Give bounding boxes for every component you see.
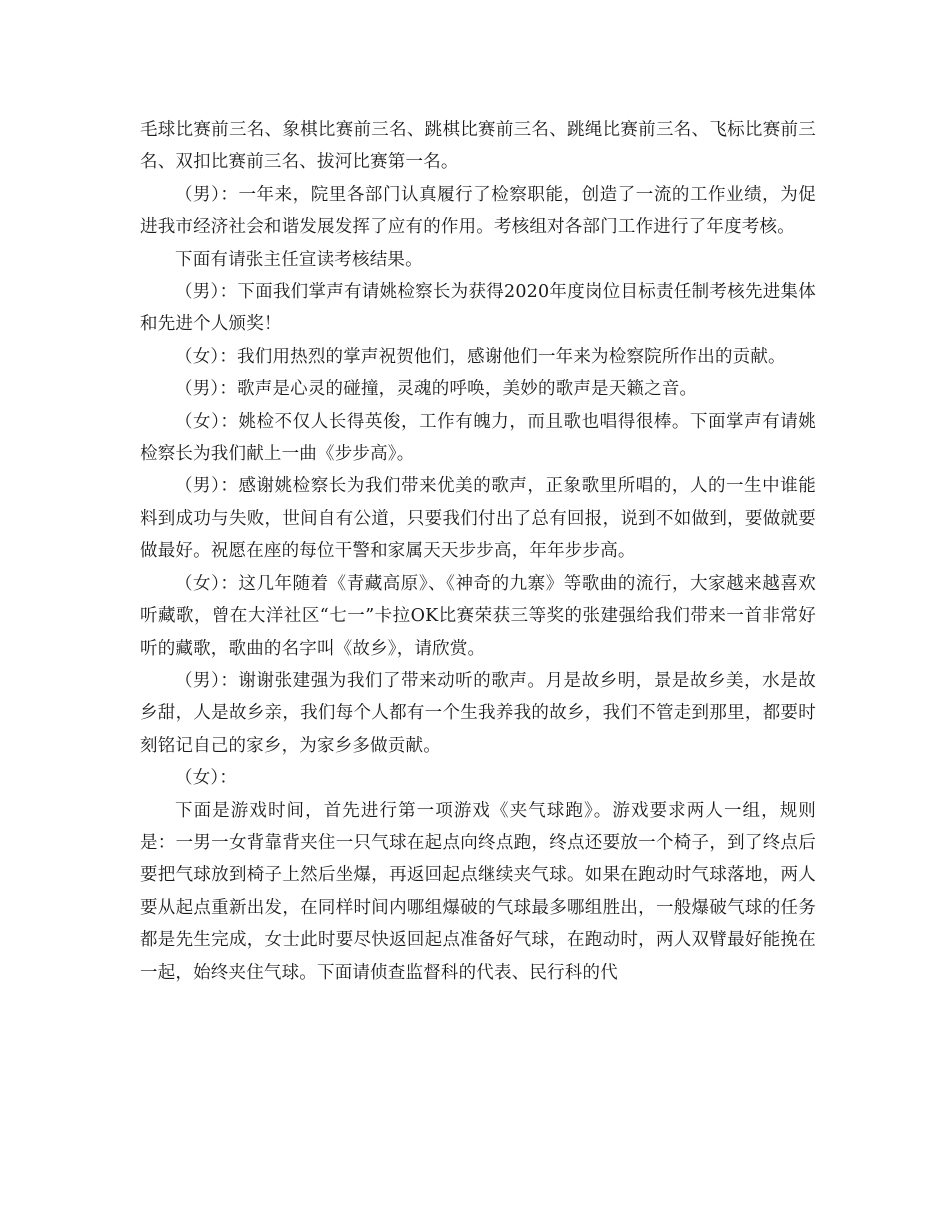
paragraph: 下面是游戏时间，首先进行第一项游戏《夹气球跑》。游戏要求两人一组，规则是：一男一女背靠背夹住一只气球在起点向终点跑，终点还要放一个椅子，到了终点后要把气球放到椅子上然后坐爆，再返回起点继续夹气球。如果在跑动时气球落地，两人要从起点重新出发，在同样时间内哪组爆破的气球最多哪组胜出，一般爆破气球的任务都是先生完成，女士此时要尽快返回起点准备好气球，在跑动时，两人双臂最好能挽在一起，始终夹住气球。下面请侦查监督科的代表、民行科的代 (140, 800, 816, 983)
paragraph: （男）：感谢姚检察长为我们带来优美的歌声，正象歌里所唱的，人的一生中谁能料到成功与失败，世间自有公道，只要我们付出了总有回报，说到不如做到，要做就要做最好。祝愿在座的每位干警和家属天天步步高，年年步步高。 (140, 476, 816, 562)
paragraph: （男）：一年来，院里各部门认真履行了检察职能，创造了一流的工作业绩，为促进我市经济社会和谐发展发挥了应有的作用。考核组对各部门工作进行了年度考核。 (140, 184, 816, 238)
document-body (140, 114, 816, 989)
paragraph: （女）： (175, 768, 238, 789)
paragraph: 下面有请张主任宣读考核结果。 (175, 249, 423, 270)
paragraph: （女）：这几年随着《青藏高原》、《神奇的九寨》等歌曲的流行，大家越来越喜欢听藏歌，曾在大洋社区“七一”卡拉OK比赛荣获三等奖的张建强给我们带来一首非常好听的藏歌，歌曲的名字叫《故乡》，请欣赏。 (140, 573, 816, 659)
paragraph: （女）：姚检不仅人长得英俊，工作有魄力，而且歌也唱得很棒。下面掌声有请姚检察长为我们献上一曲《步步高》。 (140, 411, 816, 465)
paragraph: （男）：下面我们掌声有请姚检察长为获得2020年度岗位目标责任制考核先进集体和先进个人颁奖！ (140, 282, 816, 335)
paragraph: （男）：谢谢张建强为我们了带来动听的歌声。月是故乡明，景是故乡美，水是故乡甜，人是故乡亲，我们每个人都有一个生我养我的故乡，我们不管走到那里，都要时刻铭记自己的家乡，为家乡多做贡献。 (140, 670, 816, 756)
paragraph: （女）：我们用热烈的掌声祝贺他们，感谢他们一年来为检察院所作出的贡献。 (175, 346, 786, 367)
paragraph: （男）：歌声是心灵的碰撞，灵魂的呼唤，美妙的歌声是天籁之音。 (175, 379, 698, 400)
paragraph: 毛球比赛前三名、象棋比赛前三名、跳棋比赛前三名、跳绳比赛前三名、飞标比赛前三名、双扣比赛前三名、拔河比赛第一名。 (140, 120, 816, 173)
